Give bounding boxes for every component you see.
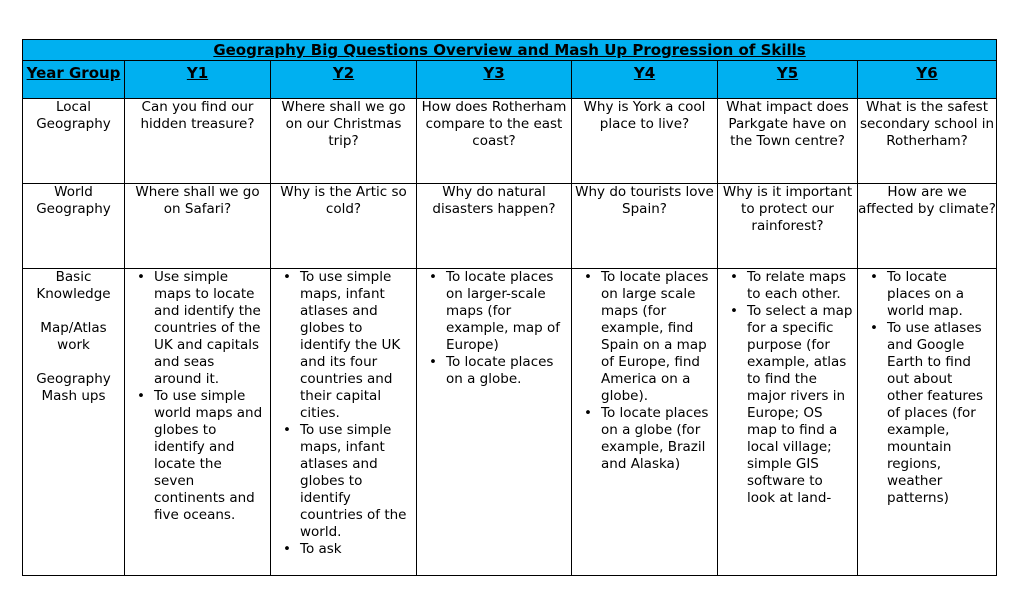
local-y5: What impact does Parkgate have on the Town centre? xyxy=(718,99,858,184)
label-basic-knowledge: Basic Knowledge xyxy=(36,269,111,302)
local-y1: Can you find our hidden treasure? xyxy=(125,99,271,184)
list-item: • To use simple maps, infant atlases and globes to identify the UK and its four countries and their capital cities. xyxy=(271,269,412,422)
world-y5: Why is it important to protect our rainforest? xyxy=(718,184,858,269)
local-geography-row xyxy=(23,99,997,184)
local-y4: Why is York a cool place to live? xyxy=(572,99,718,184)
label-map-atlas-work: Map/Atlas work xyxy=(40,320,107,353)
row-label-local: Local Geography xyxy=(23,99,125,184)
header-row xyxy=(23,61,997,99)
list-item: • To locate places on a world map. xyxy=(858,269,992,320)
header-y6: Y6 xyxy=(858,61,997,99)
basic-y2 xyxy=(271,269,417,576)
header-y2: Y2 xyxy=(271,61,417,99)
list-item: • To use atlases and Google Earth to find out about other features of places (for example, mountain regions, weather patterns) xyxy=(858,320,992,507)
label-geography-mash-ups: Geography Mash ups xyxy=(36,371,111,404)
world-y1: Where shall we go on Safari? xyxy=(125,184,271,269)
list-item: • To locate places on larger-scale maps (for example, map of Europe) xyxy=(417,269,567,354)
world-y4: Why do tourists love Spain? xyxy=(572,184,718,269)
basic-y6 xyxy=(858,269,997,576)
world-geography-row xyxy=(23,184,997,269)
header-y3: Y3 xyxy=(417,61,572,99)
table-title: Geography Big Questions Overview and Mash Up Progression of Skills xyxy=(23,40,997,61)
list-item: • To use simple maps, infant atlases and globes to identify countries of the world. xyxy=(271,422,412,541)
header-y5: Y5 xyxy=(718,61,858,99)
local-y6: What is the safest secondary school in Rotherham? xyxy=(858,99,997,184)
header-y1: Y1 xyxy=(125,61,271,99)
header-year-group: Year Group xyxy=(23,61,125,99)
basic-y3 xyxy=(417,269,572,576)
list-item: • To select a map for a specific purpose (for example, atlas to find the major rivers in Europe; OS map to find a local village; simple GIS software to look at land- xyxy=(718,303,853,507)
local-y2: Where shall we go on our Christmas trip? xyxy=(271,99,417,184)
list-item: • To locate places on a globe (for example, Brazil and Alaska) xyxy=(572,405,713,473)
basic-y5 xyxy=(718,269,858,576)
row-label-world: World Geography xyxy=(23,184,125,269)
basic-knowledge-row xyxy=(23,269,997,576)
local-y3: How does Rotherham compare to the east coast? xyxy=(417,99,572,184)
world-y3: Why do natural disasters happen? xyxy=(417,184,572,269)
list-item: • To use simple world maps and globes to identify and locate the seven continents and five oceans. xyxy=(125,388,266,524)
world-y2: Why is the Artic so cold? xyxy=(271,184,417,269)
row-label-basic xyxy=(23,269,125,576)
progression-table xyxy=(22,39,997,576)
world-y6: How are we affected by climate? xyxy=(858,184,997,269)
list-item: • To relate maps to each other. xyxy=(718,269,853,303)
basic-y4 xyxy=(572,269,718,576)
list-item: • To locate places on a globe. xyxy=(417,354,567,388)
basic-y1 xyxy=(125,269,271,576)
list-item: • To locate places on large scale maps (for example, find Spain on a map of Europe, find America on a globe). xyxy=(572,269,713,405)
list-item: • To ask xyxy=(271,541,412,558)
header-y4: Y4 xyxy=(572,61,718,99)
list-item: • Use simple maps to locate and identify the countries of the UK and capitals and seas around it. xyxy=(125,269,266,388)
